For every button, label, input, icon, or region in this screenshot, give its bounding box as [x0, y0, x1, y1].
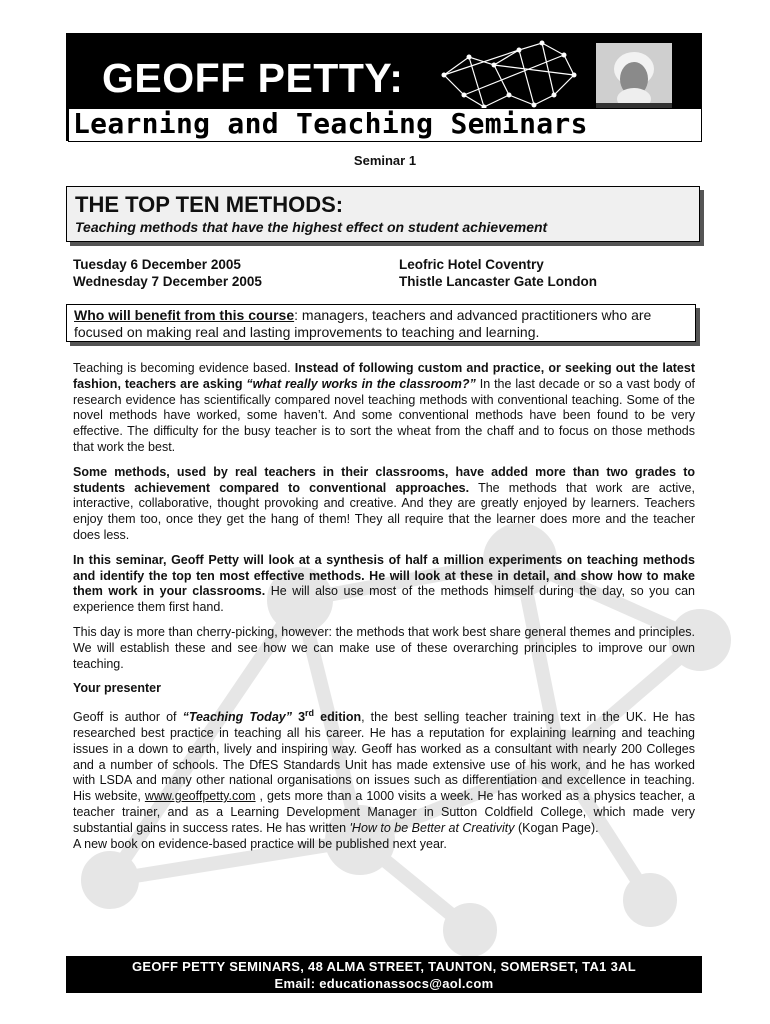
text: He will also use most of the methods himself during the day, so you can experience them first hand. [73, 584, 695, 615]
presenter-heading: Your presenter [73, 681, 161, 696]
page-title: THE TOP TEN METHODS: [75, 192, 344, 217]
seminar-series-tagline: Learning and Teaching Seminars [68, 108, 702, 142]
text: Geoff is author of [73, 710, 183, 725]
footer-email[interactable]: Email: educationassocs@aol.com [274, 976, 494, 991]
network-logo-icon [424, 35, 594, 119]
text: rd [305, 708, 315, 719]
text: “what really works in the classroom?” [246, 376, 476, 391]
text: A new book on evidence-based practice will be published next year. [73, 836, 447, 851]
text: (Kogan Page). [514, 820, 599, 835]
paragraph: This day is more than cherry-picking, however: the methods that work best share general themes and principles. We will establish these and see how we can make use of these overarching principles to improve our own teaching. [73, 624, 695, 671]
text: In the last decade or so a vast body of research evidence has scientifically compared novel teaching methods with conventional teaching. Some of the novel methods have worked, some haven’t. And some conventional methods have been found to be very effective. The difficulty for the busy teacher is to sort the wheat from the chaff and to focus on those methods that work the best. [73, 376, 696, 454]
text: , the best selling teacher training text in the UK. He has researched best practice in teaching all his career. He has a reputation for explaining learning and teaching issues in a down to earth, lively and inspiring way. Geoff has worked as a consultant with nearly 200 Colleges and a number of schools. The DfES Standards Unit has made extensive use of his work, and he has worked with LSDA and many other national organisations on issues such as differentiation and excellence in teaching. His website, [73, 710, 695, 804]
footer-address: GEOFF PETTY SEMINARS, 48 ALMA STREET, TAUNTON, SOMERSET, TA1 3AL [131, 959, 637, 974]
text: Teaching is becoming evidence based. [73, 361, 295, 375]
presenter-bio [73, 706, 695, 852]
presenter-photo [596, 43, 672, 111]
event-date: Tuesday 6 December 2005 [73, 257, 241, 272]
text: 3 [291, 710, 306, 725]
event-venue: Thistle Lancaster Gate London [399, 274, 598, 289]
brand-title: GEOFF PETTY: [102, 55, 404, 101]
text: Some methods, used by real teachers in their classrooms, have added more than two grades to students achievement compared to conventional approaches. [73, 464, 695, 495]
audience-label: Who will benefit from this course [74, 307, 295, 323]
page-footer [66, 956, 702, 993]
page-header [66, 33, 702, 141]
event-venues [399, 256, 597, 290]
text: edition [314, 710, 362, 725]
text: The methods that work are active, interactive, collaborative, thought provoking and creative. And they are greatly enjoyed by learners. Teachers enjoy them too, once they get the hang of them! They all require that the learner does more and the teacher does less. [73, 480, 695, 542]
book-title: “Teaching Today” [182, 710, 292, 725]
paragraph [73, 553, 695, 616]
event-venue: Leofric Hotel Coventry [399, 257, 544, 272]
audience-text: : managers, teachers and advanced practitioners who are focused on making real and lasting improvements to teaching and learning. [74, 307, 652, 340]
book-title: 'How to be Better at Creativity [349, 820, 515, 835]
paragraph [73, 361, 695, 456]
website-link[interactable]: www.geoffpetty.com [144, 789, 256, 804]
body-text [73, 361, 695, 861]
seminar-number: Seminar 1 [353, 153, 417, 168]
text: , gets more than a 1000 visits a week. He has worked as a physics teacher, a teacher trainer, and as a Learning Development Manager in Sutton Coldfield College, which made very substantial gains in success rates. He has written [73, 789, 695, 835]
event-dates [73, 256, 262, 290]
text: In this seminar, Geoff Petty will look at a synthesis of half a million experiments on teaching methods and identify the top ten most effective methods. He will look at these in detail, and show how to make them work in your classrooms. [73, 552, 695, 599]
title-box [66, 186, 700, 242]
paragraph [73, 465, 695, 544]
event-date: Wednesday 7 December 2005 [73, 274, 262, 289]
audience-box [66, 304, 696, 342]
text: Instead of following custom and practice, or seeking out the latest fashion, teachers are asking [73, 361, 695, 391]
page-subtitle: Teaching methods that have the highest effect on student achievement [75, 219, 548, 235]
